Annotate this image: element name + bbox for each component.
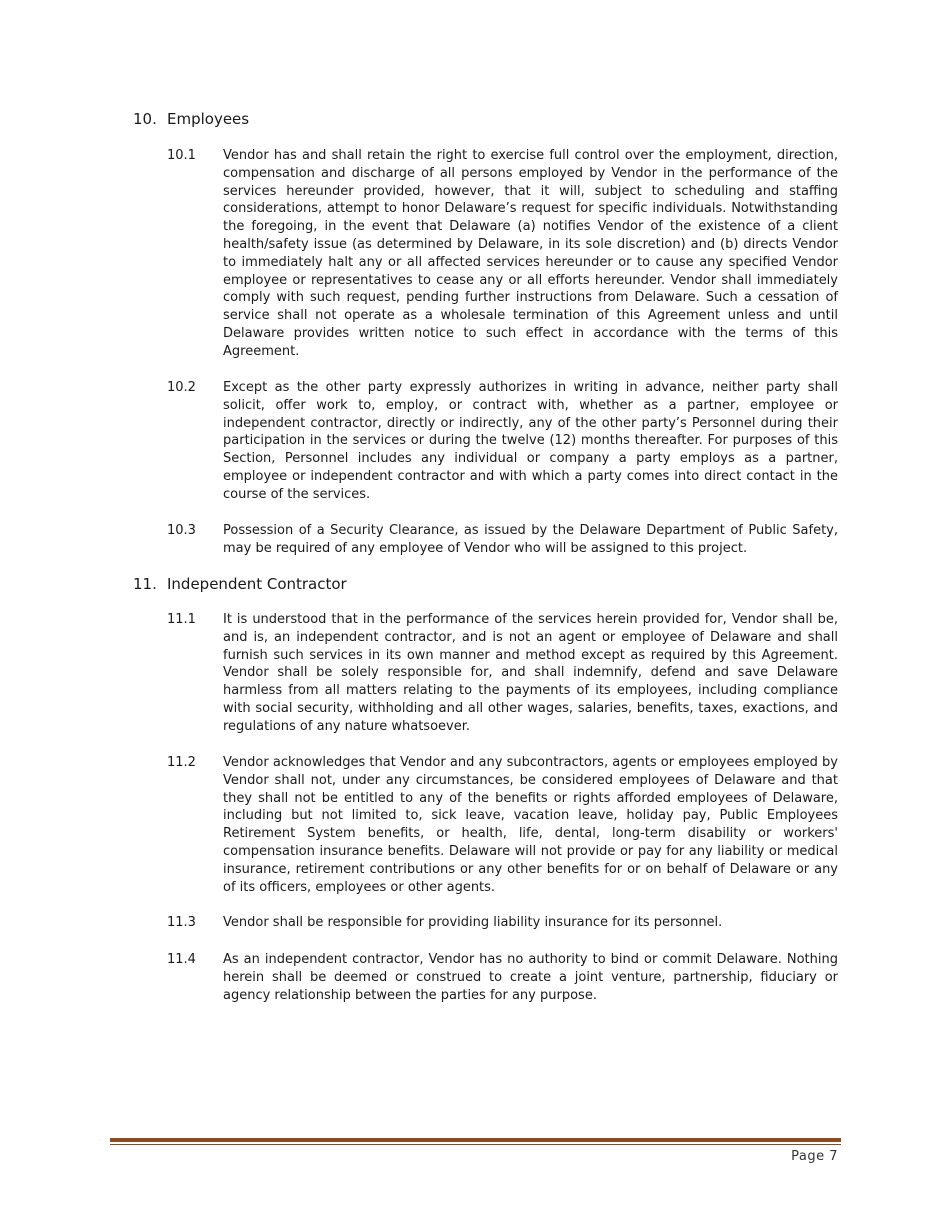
clause-text: As an independent contractor, Vendor has no authority to bind or commit Delaware. Nothing herein shall be deemed or construed to create a joint venture, partnership, fiduciary or agency relationship between the parties for any purpose. [223, 952, 838, 1003]
clause-number: 11.4 [167, 952, 196, 967]
footer-rule-thin [110, 1144, 841, 1145]
clause-11-1 [167, 611, 838, 736]
clause-text: Except as the other party expressly authorizes in writing in advance, neither party shall solicit, offer work to, employ, or contract with, whether as a partner, employee or independent contractor, directly or indirectly, any of the other party’s Personnel during their participation in the services or during the twelve (12) months thereafter. For purposes of this Section, Personnel includes any individual or company a party employs as a partner, employee or independent contractor and with which a party comes into direct contact in the course of the services. [223, 380, 838, 502]
section-heading-independent-contractor [133, 575, 347, 593]
clause-10-3 [167, 522, 838, 558]
clause-11-4 [167, 951, 838, 1004]
section-number: 11. [133, 575, 157, 593]
clause-number: 10.2 [167, 380, 196, 395]
footer-rule [110, 1138, 841, 1142]
clause-text: Possession of a Security Clearance, as issued by the Delaware Department of Public Safety, may be required of any employee of Vendor who will be assigned to this project. [223, 523, 838, 556]
section-title: Employees [167, 110, 250, 128]
clause-text: Vendor has and shall retain the right to exercise full control over the employment, direction, compensation and discharge of all persons employed by Vendor in the performance of the services hereunder provided, however, that it will, subject to scheduling and staffing considerations, attempt to honor Delaware’s request for specific individuals. Notwithstanding the foregoing, in the event that Delaware (a) notifies Vendor of the existence of a client health/safety issue (as determined by Delaware, in its sole discretion) and (b) directs Vendor to immediately halt any or all affected services hereunder or to cause any specified Vendor employee or representatives to cease any or all efforts hereunder. Vendor shall immediately comply with such request, pending further instructions from Delaware. Such a cessation of service shall not operate as a wholesale termination of this Agreement unless and until Delaware provides written notice to such effect in accordance with the terms of this Agreement. [223, 148, 838, 359]
clause-number: 10.1 [167, 148, 196, 163]
clause-text: It is understood that in the performance of the services herein provided for, Vendor shall be, and is, an independent contractor, and is not an agent or employee of Delaware and shall furnish such services in its own manner and method except as required by this Agreement. Vendor shall be solely responsible for, and shall indemnify, defend and save Delaware harmless from all matters relating to the payments of its employees, including compliance with social security, withholding and all other wages, salaries, benefits, taxes, exactions, and regulations of any nature whatsoever. [223, 612, 838, 734]
clause-10-1 [167, 147, 838, 361]
clause-11-2 [167, 754, 838, 896]
section-number: 10. [133, 110, 157, 128]
clause-number: 11.1 [167, 612, 196, 627]
section-title: Independent Contractor [167, 575, 347, 593]
clause-number: 11.3 [167, 915, 196, 930]
clause-10-2 [167, 379, 838, 504]
clause-number: 11.2 [167, 755, 196, 770]
section-heading-employees [133, 110, 249, 128]
clause-text: Vendor acknowledges that Vendor and any subcontractors, agents or employees employed by Vendor shall not, under any circumstances, be considered employees of Delaware and that they shall not be entitled to any of the benefits or rights afforded employees of Delaware, including but not limited to, sick leave, vacation leave, holiday pay, Public Employees Retirement System benefits, or health, life, dental, long-term disability or workers' compensation insurance benefits. Delaware will not provide or pay for any liability or medical insurance, retirement contributions or any other benefits for or on behalf of Delaware or any of its officers, employees or other agents. [223, 755, 838, 895]
page-number: Page 7 [791, 1149, 838, 1164]
clause-text: Vendor shall be responsible for providing liability insurance for its personnel. [223, 915, 723, 930]
clause-number: 10.3 [167, 523, 196, 538]
clause-11-3 [167, 914, 838, 932]
